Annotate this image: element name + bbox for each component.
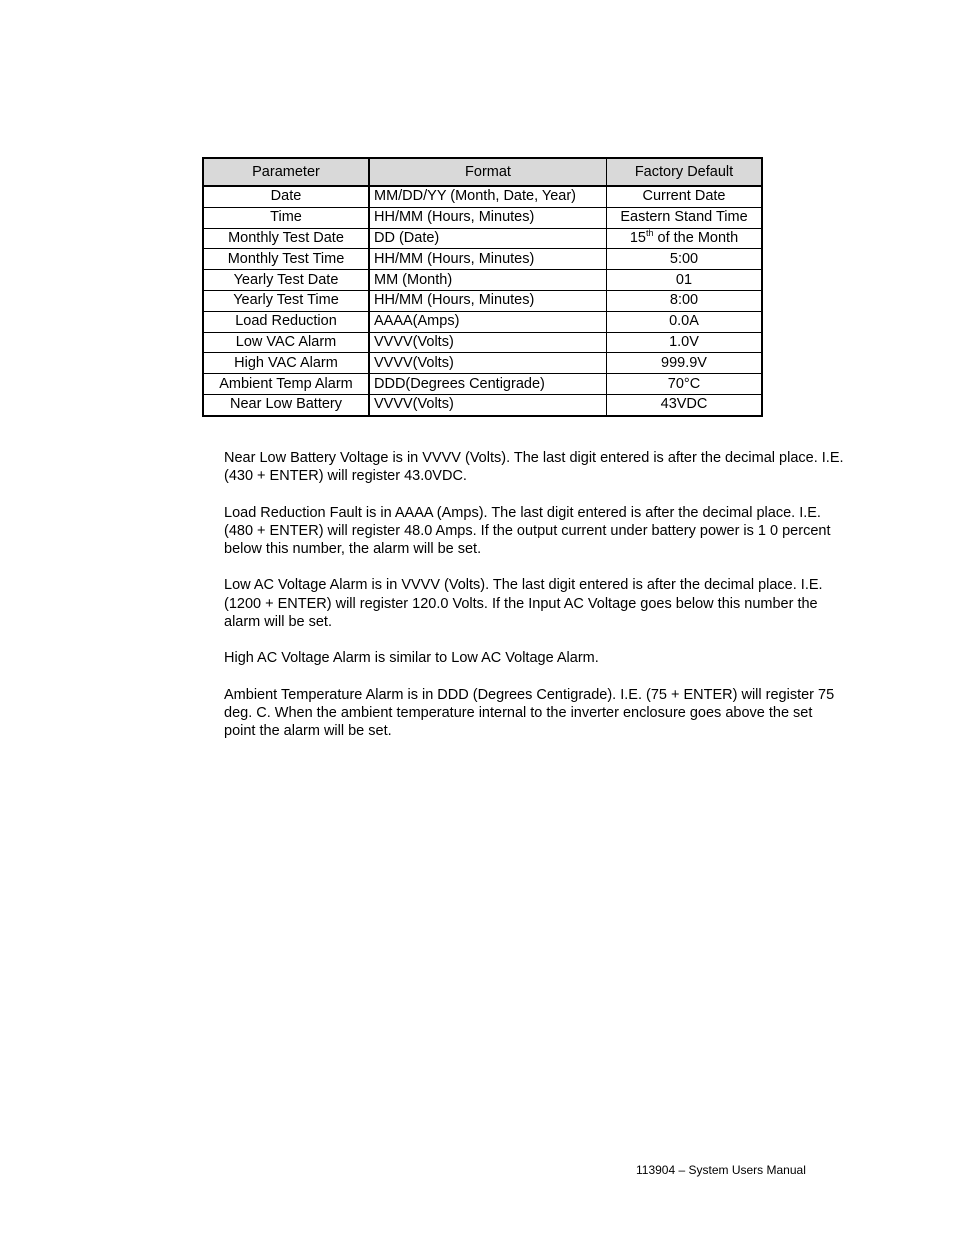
table-row — [203, 186, 762, 207]
cell-format: DD (Date) — [369, 228, 607, 249]
cell-format: MM (Month) — [369, 270, 607, 291]
table-header-row — [203, 158, 762, 186]
cell-parameter: Low VAC Alarm — [203, 332, 369, 353]
notes-section — [224, 449, 846, 758]
default-prefix: 15 — [629, 229, 646, 246]
cell-default: 8:00 — [607, 290, 763, 311]
cell-format: HH/MM (Hours, Minutes) — [369, 290, 607, 311]
cell-default: 43VDC — [607, 394, 763, 415]
cell-default: 0.0A — [607, 311, 763, 332]
table-row — [203, 207, 762, 228]
note-load-reduction: Load Reduction Fault is in AAAA (Amps). The last digit entered is after the decimal place. I.E. (480 + ENTER) will register 48.0 Amps. If the output current under battery power is 1 0 percent below this number, the alarm will be set. — [224, 504, 831, 557]
cell-format: VVVV(Volts) — [369, 332, 607, 353]
cell-parameter: Yearly Test Time — [203, 290, 369, 311]
table-row — [203, 353, 762, 374]
note-low-ac-voltage: Low AC Voltage Alarm is in VVVV (Volts). The last digit entered is after the decimal place. I.E. (1200 + ENTER) will register 120.0 Volts. If the Input AC Voltage goes below this number the alarm will be set. — [224, 577, 823, 630]
cell-parameter: Monthly Test Time — [203, 249, 369, 270]
table-row — [203, 228, 762, 249]
default-suffix: of the Month — [653, 229, 739, 246]
cell-default: 1.0V — [607, 332, 763, 353]
cell-format: VVVV(Volts) — [369, 394, 607, 415]
cell-format: HH/MM (Hours, Minutes) — [369, 249, 607, 270]
default-superscript: th — [645, 227, 654, 238]
note-near-low-battery: Near Low Battery Voltage is in VVVV (Volts). The last digit entered is after the decimal place. I.E. (430 + ENTER) will register 43.0VDC. — [224, 450, 844, 485]
table-row — [203, 290, 762, 311]
cell-parameter: Monthly Test Date — [203, 228, 369, 249]
table-row — [203, 311, 762, 332]
table-row — [203, 249, 762, 270]
table-row — [203, 332, 762, 353]
cell-parameter: Ambient Temp Alarm — [203, 374, 369, 395]
cell-default — [607, 228, 763, 249]
cell-format: DDD(Degrees Centigrade) — [369, 374, 607, 395]
cell-default: Eastern Stand Time — [607, 207, 763, 228]
cell-parameter: High VAC Alarm — [203, 353, 369, 374]
cell-default: 70°C — [607, 374, 763, 395]
cell-format: MM/DD/YY (Month, Date, Year) — [369, 186, 607, 207]
table-row — [203, 374, 762, 395]
cell-format: HH/MM (Hours, Minutes) — [369, 207, 607, 228]
cell-format: VVVV(Volts) — [369, 353, 607, 374]
cell-parameter: Time — [203, 207, 369, 228]
cell-parameter: Near Low Battery — [203, 394, 369, 415]
cell-default: 01 — [607, 270, 763, 291]
cell-format: AAAA(Amps) — [369, 311, 607, 332]
cell-default: Current Date — [607, 186, 763, 207]
cell-default: 5:00 — [607, 249, 763, 270]
parameter-table — [202, 157, 763, 417]
table-row — [203, 270, 762, 291]
cell-default: 999.9V — [607, 353, 763, 374]
header-format: Format — [369, 158, 607, 186]
cell-parameter: Yearly Test Date — [203, 270, 369, 291]
cell-parameter: Load Reduction — [203, 311, 369, 332]
note-high-ac-voltage: High AC Voltage Alarm is similar to Low AC Voltage Alarm. — [224, 650, 599, 667]
table-row — [203, 394, 762, 415]
header-factory-default: Factory Default — [607, 158, 763, 186]
note-ambient-temperature: Ambient Temperature Alarm is in DDD (Degrees Centigrade). I.E. (75 + ENTER) will register 75 deg. C. When the ambient temperature internal to the inverter enclosure goes above the set point the alarm will be set. — [224, 686, 835, 739]
page-footer: 113904 – System Users Manual — [636, 1163, 806, 1177]
cell-parameter: Date — [203, 186, 369, 207]
header-parameter: Parameter — [203, 158, 369, 186]
